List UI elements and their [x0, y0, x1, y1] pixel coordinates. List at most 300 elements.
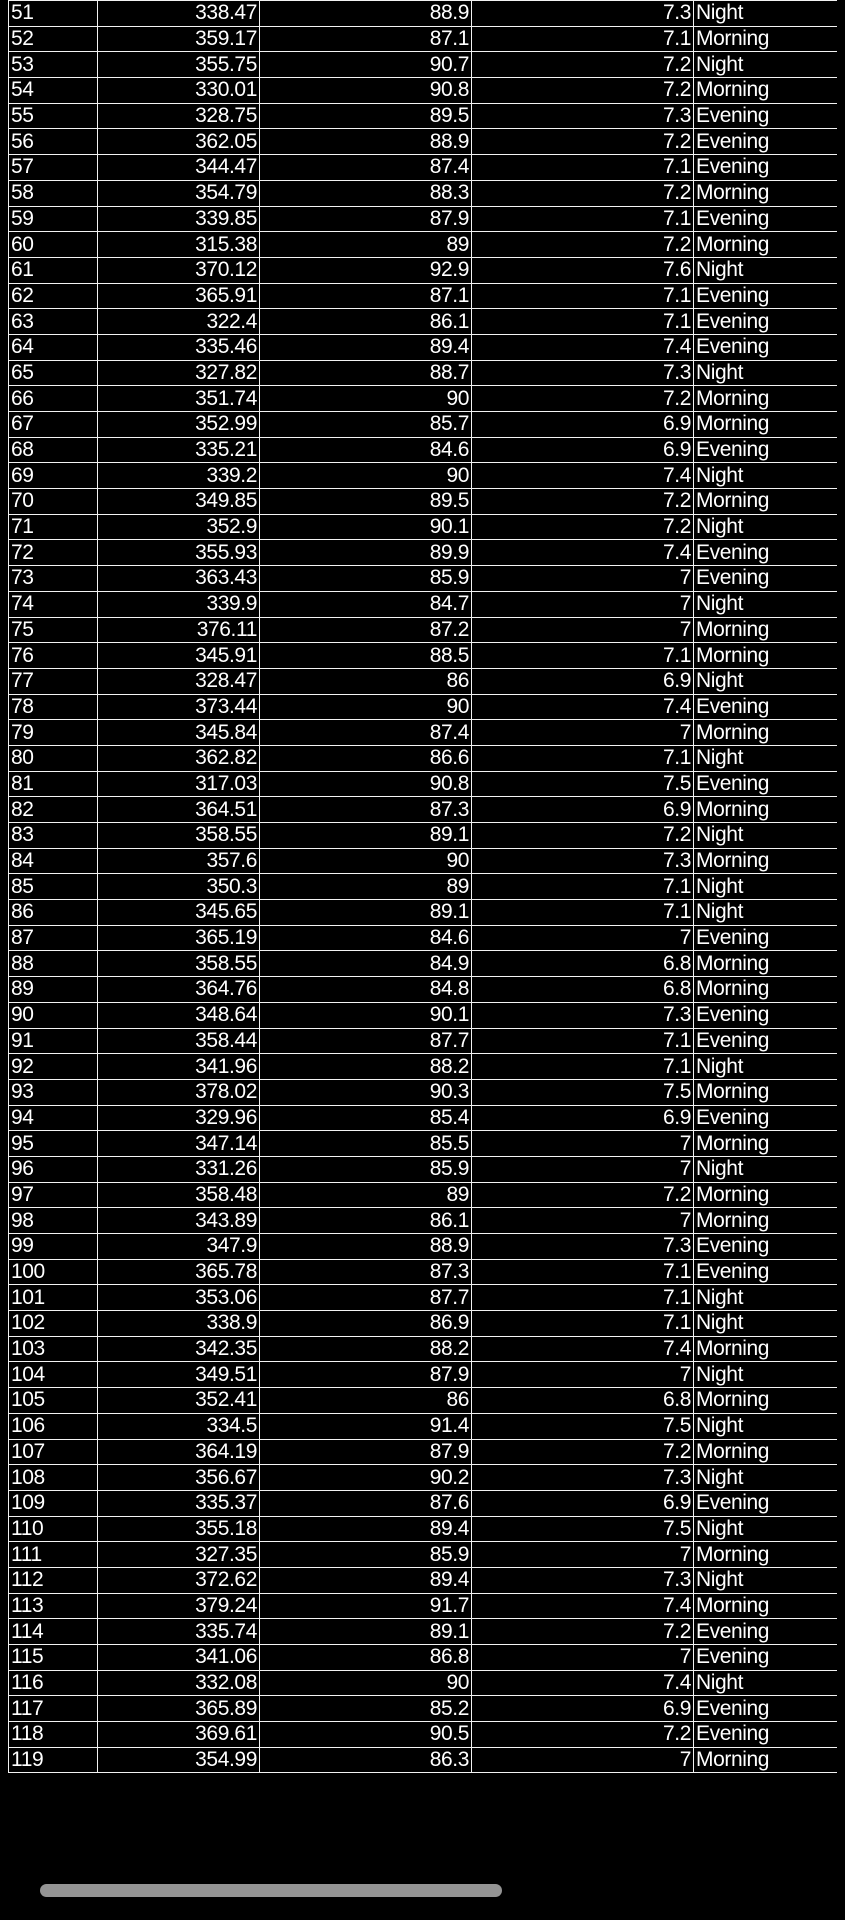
shift-cell[interactable]: Night — [694, 360, 838, 386]
value-1-cell[interactable]: 335.74 — [98, 1619, 260, 1645]
spreadsheet-viewport[interactable] — [8, 0, 837, 1920]
value-2-cell[interactable]: 89.1 — [260, 1619, 472, 1645]
value-2-cell[interactable]: 88.2 — [260, 1054, 472, 1080]
value-3-cell[interactable]: 7.2 — [472, 514, 694, 540]
value-3-cell[interactable]: 7.2 — [472, 489, 694, 515]
value-2-cell[interactable]: 84.7 — [260, 591, 472, 617]
value-1-cell[interactable]: 364.19 — [98, 1439, 260, 1465]
value-2-cell[interactable]: 90.5 — [260, 1722, 472, 1748]
value-2-cell[interactable]: 87.7 — [260, 1285, 472, 1311]
shift-cell[interactable]: Night — [694, 668, 838, 694]
value-1-cell[interactable]: 348.64 — [98, 1002, 260, 1028]
value-1-cell[interactable]: 352.9 — [98, 514, 260, 540]
row-index-cell[interactable]: 74 — [9, 591, 98, 617]
value-1-cell[interactable]: 328.47 — [98, 668, 260, 694]
value-1-cell[interactable]: 362.05 — [98, 129, 260, 155]
value-2-cell[interactable]: 89.4 — [260, 1516, 472, 1542]
value-1-cell[interactable]: 332.08 — [98, 1670, 260, 1696]
row-index-cell[interactable]: 94 — [9, 1105, 98, 1131]
value-2-cell[interactable]: 88.9 — [260, 1234, 472, 1260]
value-3-cell[interactable]: 7 — [472, 1208, 694, 1234]
value-3-cell[interactable]: 7.1 — [472, 1311, 694, 1337]
row-index-cell[interactable]: 111 — [9, 1542, 98, 1568]
value-2-cell[interactable]: 87.9 — [260, 1362, 472, 1388]
shift-cell[interactable]: Morning — [694, 1336, 838, 1362]
value-3-cell[interactable]: 7.1 — [472, 26, 694, 52]
shift-cell[interactable]: Morning — [694, 232, 838, 258]
value-1-cell[interactable]: 344.47 — [98, 155, 260, 181]
value-2-cell[interactable]: 89 — [260, 232, 472, 258]
value-2-cell[interactable]: 90.3 — [260, 1079, 472, 1105]
value-1-cell[interactable]: 352.99 — [98, 412, 260, 438]
value-2-cell[interactable]: 88.3 — [260, 180, 472, 206]
shift-cell[interactable]: Evening — [694, 925, 838, 951]
value-2-cell[interactable]: 87.2 — [260, 617, 472, 643]
value-1-cell[interactable]: 327.35 — [98, 1542, 260, 1568]
value-1-cell[interactable]: 358.44 — [98, 1028, 260, 1054]
value-2-cell[interactable]: 89 — [260, 874, 472, 900]
value-1-cell[interactable]: 342.35 — [98, 1336, 260, 1362]
value-2-cell[interactable]: 86.3 — [260, 1747, 472, 1773]
row-index-cell[interactable]: 116 — [9, 1670, 98, 1696]
value-3-cell[interactable]: 7.4 — [472, 463, 694, 489]
shift-cell[interactable]: Evening — [694, 566, 838, 592]
value-3-cell[interactable]: 7.2 — [472, 78, 694, 104]
value-1-cell[interactable]: 365.91 — [98, 283, 260, 309]
shift-cell[interactable]: Night — [694, 1156, 838, 1182]
row-index-cell[interactable]: 98 — [9, 1208, 98, 1234]
row-index-cell[interactable]: 84 — [9, 848, 98, 874]
shift-cell[interactable]: Morning — [694, 1182, 838, 1208]
value-2-cell[interactable]: 86.6 — [260, 745, 472, 771]
row-index-cell[interactable]: 72 — [9, 540, 98, 566]
value-1-cell[interactable]: 372.62 — [98, 1567, 260, 1593]
shift-cell[interactable]: Morning — [694, 1079, 838, 1105]
row-index-cell[interactable]: 54 — [9, 78, 98, 104]
value-1-cell[interactable]: 364.51 — [98, 797, 260, 823]
row-index-cell[interactable]: 68 — [9, 437, 98, 463]
value-2-cell[interactable]: 87.1 — [260, 283, 472, 309]
value-3-cell[interactable]: 7 — [472, 591, 694, 617]
value-3-cell[interactable]: 7.4 — [472, 540, 694, 566]
row-index-cell[interactable]: 61 — [9, 257, 98, 283]
value-3-cell[interactable]: 7 — [472, 1747, 694, 1773]
shift-cell[interactable]: Evening — [694, 1619, 838, 1645]
value-1-cell[interactable]: 355.93 — [98, 540, 260, 566]
value-1-cell[interactable]: 347.9 — [98, 1234, 260, 1260]
value-2-cell[interactable]: 91.4 — [260, 1413, 472, 1439]
value-1-cell[interactable]: 335.21 — [98, 437, 260, 463]
row-index-cell[interactable]: 99 — [9, 1234, 98, 1260]
value-1-cell[interactable]: 350.3 — [98, 874, 260, 900]
value-1-cell[interactable]: 331.26 — [98, 1156, 260, 1182]
value-2-cell[interactable]: 88.7 — [260, 360, 472, 386]
row-index-cell[interactable]: 107 — [9, 1439, 98, 1465]
value-2-cell[interactable]: 87.9 — [260, 1439, 472, 1465]
row-index-cell[interactable]: 80 — [9, 745, 98, 771]
value-1-cell[interactable]: 349.51 — [98, 1362, 260, 1388]
value-2-cell[interactable]: 87.4 — [260, 155, 472, 181]
value-3-cell[interactable]: 7.1 — [472, 745, 694, 771]
value-1-cell[interactable]: 315.38 — [98, 232, 260, 258]
row-index-cell[interactable]: 100 — [9, 1259, 98, 1285]
value-3-cell[interactable]: 7.2 — [472, 823, 694, 849]
value-2-cell[interactable]: 90.7 — [260, 52, 472, 78]
row-index-cell[interactable]: 102 — [9, 1311, 98, 1337]
row-index-cell[interactable]: 67 — [9, 412, 98, 438]
shift-cell[interactable]: Morning — [694, 412, 838, 438]
row-index-cell[interactable]: 113 — [9, 1593, 98, 1619]
row-index-cell[interactable]: 51 — [9, 1, 98, 27]
value-3-cell[interactable]: 7.1 — [472, 874, 694, 900]
value-3-cell[interactable]: 7.1 — [472, 900, 694, 926]
value-1-cell[interactable]: 355.18 — [98, 1516, 260, 1542]
row-index-cell[interactable]: 109 — [9, 1490, 98, 1516]
row-index-cell[interactable]: 115 — [9, 1645, 98, 1671]
shift-cell[interactable]: Morning — [694, 977, 838, 1003]
value-1-cell[interactable]: 376.11 — [98, 617, 260, 643]
row-index-cell[interactable]: 64 — [9, 334, 98, 360]
value-2-cell[interactable]: 86.9 — [260, 1311, 472, 1337]
value-2-cell[interactable]: 87.1 — [260, 26, 472, 52]
value-3-cell[interactable]: 7.2 — [472, 1182, 694, 1208]
value-3-cell[interactable]: 7.2 — [472, 129, 694, 155]
row-index-cell[interactable]: 75 — [9, 617, 98, 643]
shift-cell[interactable]: Evening — [694, 540, 838, 566]
value-3-cell[interactable]: 7.3 — [472, 360, 694, 386]
shift-cell[interactable]: Morning — [694, 951, 838, 977]
shift-cell[interactable]: Evening — [694, 309, 838, 335]
row-index-cell[interactable]: 69 — [9, 463, 98, 489]
shift-cell[interactable]: Morning — [694, 1208, 838, 1234]
shift-cell[interactable]: Morning — [694, 1542, 838, 1568]
row-index-cell[interactable]: 91 — [9, 1028, 98, 1054]
value-3-cell[interactable]: 7.1 — [472, 283, 694, 309]
value-1-cell[interactable]: 322.4 — [98, 309, 260, 335]
value-1-cell[interactable]: 328.75 — [98, 103, 260, 129]
shift-cell[interactable]: Night — [694, 823, 838, 849]
value-1-cell[interactable]: 357.6 — [98, 848, 260, 874]
value-2-cell[interactable]: 90 — [260, 848, 472, 874]
shift-cell[interactable]: Morning — [694, 720, 838, 746]
shift-cell[interactable]: Evening — [694, 1645, 838, 1671]
shift-cell[interactable]: Night — [694, 1413, 838, 1439]
value-2-cell[interactable]: 88.9 — [260, 129, 472, 155]
value-3-cell[interactable]: 7.4 — [472, 694, 694, 720]
row-index-cell[interactable]: 117 — [9, 1696, 98, 1722]
shift-cell[interactable]: Evening — [694, 1234, 838, 1260]
shift-cell[interactable]: Evening — [694, 129, 838, 155]
value-1-cell[interactable]: 369.61 — [98, 1722, 260, 1748]
row-index-cell[interactable]: 78 — [9, 694, 98, 720]
shift-cell[interactable]: Evening — [694, 1696, 838, 1722]
value-3-cell[interactable]: 7 — [472, 720, 694, 746]
shift-cell[interactable]: Night — [694, 1311, 838, 1337]
shift-cell[interactable]: Night — [694, 463, 838, 489]
value-2-cell[interactable]: 90 — [260, 694, 472, 720]
value-1-cell[interactable]: 358.48 — [98, 1182, 260, 1208]
row-index-cell[interactable]: 103 — [9, 1336, 98, 1362]
row-index-cell[interactable]: 86 — [9, 900, 98, 926]
value-3-cell[interactable]: 7.2 — [472, 1722, 694, 1748]
shift-cell[interactable]: Night — [694, 745, 838, 771]
shift-cell[interactable]: Evening — [694, 1002, 838, 1028]
value-1-cell[interactable]: 327.82 — [98, 360, 260, 386]
value-2-cell[interactable]: 87.4 — [260, 720, 472, 746]
shift-cell[interactable]: Morning — [694, 1388, 838, 1414]
value-1-cell[interactable]: 345.84 — [98, 720, 260, 746]
value-1-cell[interactable]: 356.67 — [98, 1465, 260, 1491]
row-index-cell[interactable]: 62 — [9, 283, 98, 309]
shift-cell[interactable]: Night — [694, 514, 838, 540]
row-index-cell[interactable]: 58 — [9, 180, 98, 206]
value-3-cell[interactable]: 7.5 — [472, 1413, 694, 1439]
shift-cell[interactable]: Evening — [694, 103, 838, 129]
value-3-cell[interactable]: 7 — [472, 1362, 694, 1388]
shift-cell[interactable]: Night — [694, 1465, 838, 1491]
row-index-cell[interactable]: 95 — [9, 1131, 98, 1157]
value-3-cell[interactable]: 7.3 — [472, 1002, 694, 1028]
shift-cell[interactable]: Morning — [694, 1747, 838, 1773]
value-3-cell[interactable]: 7.4 — [472, 1670, 694, 1696]
row-index-cell[interactable]: 88 — [9, 951, 98, 977]
shift-cell[interactable]: Morning — [694, 78, 838, 104]
value-2-cell[interactable]: 87.6 — [260, 1490, 472, 1516]
value-3-cell[interactable]: 7.1 — [472, 155, 694, 181]
row-index-cell[interactable]: 108 — [9, 1465, 98, 1491]
value-3-cell[interactable]: 7.1 — [472, 206, 694, 232]
value-2-cell[interactable]: 84.6 — [260, 437, 472, 463]
row-index-cell[interactable]: 53 — [9, 52, 98, 78]
value-1-cell[interactable]: 338.47 — [98, 1, 260, 27]
value-3-cell[interactable]: 7 — [472, 925, 694, 951]
value-2-cell[interactable]: 84.6 — [260, 925, 472, 951]
value-3-cell[interactable]: 7.2 — [472, 232, 694, 258]
value-1-cell[interactable]: 354.99 — [98, 1747, 260, 1773]
value-3-cell[interactable]: 7 — [472, 1645, 694, 1671]
row-index-cell[interactable]: 59 — [9, 206, 98, 232]
shift-cell[interactable]: Evening — [694, 1259, 838, 1285]
row-index-cell[interactable]: 92 — [9, 1054, 98, 1080]
value-3-cell[interactable]: 7.3 — [472, 103, 694, 129]
shift-cell[interactable]: Morning — [694, 617, 838, 643]
value-2-cell[interactable]: 90 — [260, 386, 472, 412]
value-3-cell[interactable]: 7.1 — [472, 1028, 694, 1054]
row-index-cell[interactable]: 73 — [9, 566, 98, 592]
row-index-cell[interactable]: 82 — [9, 797, 98, 823]
value-3-cell[interactable]: 7.2 — [472, 180, 694, 206]
value-2-cell[interactable]: 90.8 — [260, 78, 472, 104]
value-3-cell[interactable]: 7.4 — [472, 1593, 694, 1619]
value-1-cell[interactable]: 370.12 — [98, 257, 260, 283]
shift-cell[interactable]: Evening — [694, 206, 838, 232]
value-2-cell[interactable]: 91.7 — [260, 1593, 472, 1619]
value-2-cell[interactable]: 85.4 — [260, 1105, 472, 1131]
shift-cell[interactable]: Morning — [694, 26, 838, 52]
value-3-cell[interactable]: 7.3 — [472, 1234, 694, 1260]
shift-cell[interactable]: Evening — [694, 771, 838, 797]
value-3-cell[interactable]: 7.3 — [472, 1567, 694, 1593]
value-3-cell[interactable]: 7.4 — [472, 1336, 694, 1362]
value-1-cell[interactable]: 365.78 — [98, 1259, 260, 1285]
value-3-cell[interactable]: 6.8 — [472, 977, 694, 1003]
row-index-cell[interactable]: 112 — [9, 1567, 98, 1593]
value-3-cell[interactable]: 7.2 — [472, 1439, 694, 1465]
value-2-cell[interactable]: 90.1 — [260, 514, 472, 540]
value-2-cell[interactable]: 85.9 — [260, 566, 472, 592]
shift-cell[interactable]: Morning — [694, 489, 838, 515]
value-3-cell[interactable]: 6.9 — [472, 797, 694, 823]
value-2-cell[interactable]: 86.1 — [260, 309, 472, 335]
row-index-cell[interactable]: 97 — [9, 1182, 98, 1208]
value-2-cell[interactable]: 90 — [260, 1670, 472, 1696]
shift-cell[interactable]: Morning — [694, 1593, 838, 1619]
shift-cell[interactable]: Night — [694, 257, 838, 283]
row-index-cell[interactable]: 63 — [9, 309, 98, 335]
shift-cell[interactable]: Evening — [694, 334, 838, 360]
value-3-cell[interactable]: 7.1 — [472, 1054, 694, 1080]
shift-cell[interactable]: Evening — [694, 1105, 838, 1131]
value-2-cell[interactable]: 86.1 — [260, 1208, 472, 1234]
value-2-cell[interactable]: 90.2 — [260, 1465, 472, 1491]
value-1-cell[interactable]: 358.55 — [98, 951, 260, 977]
row-index-cell[interactable]: 57 — [9, 155, 98, 181]
value-1-cell[interactable]: 358.55 — [98, 823, 260, 849]
value-3-cell[interactable]: 7.3 — [472, 1, 694, 27]
value-3-cell[interactable]: 7.5 — [472, 771, 694, 797]
row-index-cell[interactable]: 118 — [9, 1722, 98, 1748]
value-1-cell[interactable]: 343.89 — [98, 1208, 260, 1234]
value-2-cell[interactable]: 89 — [260, 1182, 472, 1208]
shift-cell[interactable]: Evening — [694, 1722, 838, 1748]
value-1-cell[interactable]: 365.89 — [98, 1696, 260, 1722]
row-index-cell[interactable]: 101 — [9, 1285, 98, 1311]
value-1-cell[interactable]: 347.14 — [98, 1131, 260, 1157]
shift-cell[interactable]: Night — [694, 1567, 838, 1593]
shift-cell[interactable]: Evening — [694, 694, 838, 720]
value-2-cell[interactable]: 88.2 — [260, 1336, 472, 1362]
shift-cell[interactable]: Evening — [694, 1028, 838, 1054]
shift-cell[interactable]: Morning — [694, 848, 838, 874]
value-3-cell[interactable]: 7.3 — [472, 848, 694, 874]
horizontal-scrollbar-thumb[interactable] — [40, 1884, 502, 1897]
shift-cell[interactable]: Night — [694, 1285, 838, 1311]
row-index-cell[interactable]: 65 — [9, 360, 98, 386]
value-2-cell[interactable]: 87.3 — [260, 1259, 472, 1285]
row-index-cell[interactable]: 71 — [9, 514, 98, 540]
value-2-cell[interactable]: 86.8 — [260, 1645, 472, 1671]
value-3-cell[interactable]: 7.4 — [472, 334, 694, 360]
row-index-cell[interactable]: 90 — [9, 1002, 98, 1028]
row-index-cell[interactable]: 104 — [9, 1362, 98, 1388]
shift-cell[interactable]: Morning — [694, 180, 838, 206]
value-3-cell[interactable]: 7 — [472, 566, 694, 592]
value-2-cell[interactable]: 89.4 — [260, 1567, 472, 1593]
row-index-cell[interactable]: 96 — [9, 1156, 98, 1182]
row-index-cell[interactable]: 70 — [9, 489, 98, 515]
shift-cell[interactable]: Night — [694, 1670, 838, 1696]
row-index-cell[interactable]: 105 — [9, 1388, 98, 1414]
value-2-cell[interactable]: 86 — [260, 668, 472, 694]
shift-cell[interactable]: Night — [694, 900, 838, 926]
row-index-cell[interactable]: 52 — [9, 26, 98, 52]
value-2-cell[interactable]: 88.9 — [260, 1, 472, 27]
value-2-cell[interactable]: 89.5 — [260, 489, 472, 515]
value-3-cell[interactable]: 7 — [472, 1156, 694, 1182]
value-1-cell[interactable]: 339.2 — [98, 463, 260, 489]
row-index-cell[interactable]: 66 — [9, 386, 98, 412]
value-3-cell[interactable]: 7 — [472, 1542, 694, 1568]
value-2-cell[interactable]: 87.7 — [260, 1028, 472, 1054]
value-1-cell[interactable]: 339.85 — [98, 206, 260, 232]
value-1-cell[interactable]: 345.65 — [98, 900, 260, 926]
value-3-cell[interactable]: 6.9 — [472, 1696, 694, 1722]
value-3-cell[interactable]: 7.3 — [472, 1465, 694, 1491]
value-1-cell[interactable]: 352.41 — [98, 1388, 260, 1414]
value-1-cell[interactable]: 364.76 — [98, 977, 260, 1003]
row-index-cell[interactable]: 89 — [9, 977, 98, 1003]
value-2-cell[interactable]: 87.3 — [260, 797, 472, 823]
value-3-cell[interactable]: 7.1 — [472, 1259, 694, 1285]
value-2-cell[interactable]: 86 — [260, 1388, 472, 1414]
row-index-cell[interactable]: 56 — [9, 129, 98, 155]
shift-cell[interactable]: Morning — [694, 386, 838, 412]
value-1-cell[interactable]: 378.02 — [98, 1079, 260, 1105]
shift-cell[interactable]: Morning — [694, 1131, 838, 1157]
value-1-cell[interactable]: 339.9 — [98, 591, 260, 617]
shift-cell[interactable]: Morning — [694, 1439, 838, 1465]
value-1-cell[interactable]: 362.82 — [98, 745, 260, 771]
value-3-cell[interactable]: 6.9 — [472, 437, 694, 463]
row-index-cell[interactable]: 119 — [9, 1747, 98, 1773]
row-index-cell[interactable]: 87 — [9, 925, 98, 951]
row-index-cell[interactable]: 106 — [9, 1413, 98, 1439]
value-1-cell[interactable]: 363.43 — [98, 566, 260, 592]
value-2-cell[interactable]: 90 — [260, 463, 472, 489]
value-3-cell[interactable]: 7 — [472, 1131, 694, 1157]
value-3-cell[interactable]: 6.8 — [472, 1388, 694, 1414]
row-index-cell[interactable]: 85 — [9, 874, 98, 900]
row-index-cell[interactable]: 93 — [9, 1079, 98, 1105]
value-2-cell[interactable]: 85.2 — [260, 1696, 472, 1722]
shift-cell[interactable]: Night — [694, 874, 838, 900]
value-3-cell[interactable]: 7.1 — [472, 309, 694, 335]
value-1-cell[interactable]: 353.06 — [98, 1285, 260, 1311]
value-2-cell[interactable]: 89.9 — [260, 540, 472, 566]
value-1-cell[interactable]: 317.03 — [98, 771, 260, 797]
row-index-cell[interactable]: 76 — [9, 643, 98, 669]
value-1-cell[interactable]: 379.24 — [98, 1593, 260, 1619]
row-index-cell[interactable]: 79 — [9, 720, 98, 746]
row-index-cell[interactable]: 81 — [9, 771, 98, 797]
value-1-cell[interactable]: 351.74 — [98, 386, 260, 412]
value-2-cell[interactable]: 88.5 — [260, 643, 472, 669]
value-3-cell[interactable]: 7.2 — [472, 386, 694, 412]
value-1-cell[interactable]: 345.91 — [98, 643, 260, 669]
value-2-cell[interactable]: 92.9 — [260, 257, 472, 283]
row-index-cell[interactable]: 55 — [9, 103, 98, 129]
row-index-cell[interactable]: 110 — [9, 1516, 98, 1542]
value-1-cell[interactable]: 349.85 — [98, 489, 260, 515]
row-index-cell[interactable]: 60 — [9, 232, 98, 258]
value-1-cell[interactable]: 330.01 — [98, 78, 260, 104]
row-index-cell[interactable]: 83 — [9, 823, 98, 849]
value-3-cell[interactable]: 7.2 — [472, 1619, 694, 1645]
value-2-cell[interactable]: 89.1 — [260, 823, 472, 849]
value-2-cell[interactable]: 85.5 — [260, 1131, 472, 1157]
row-index-cell[interactable]: 114 — [9, 1619, 98, 1645]
shift-cell[interactable]: Evening — [694, 155, 838, 181]
